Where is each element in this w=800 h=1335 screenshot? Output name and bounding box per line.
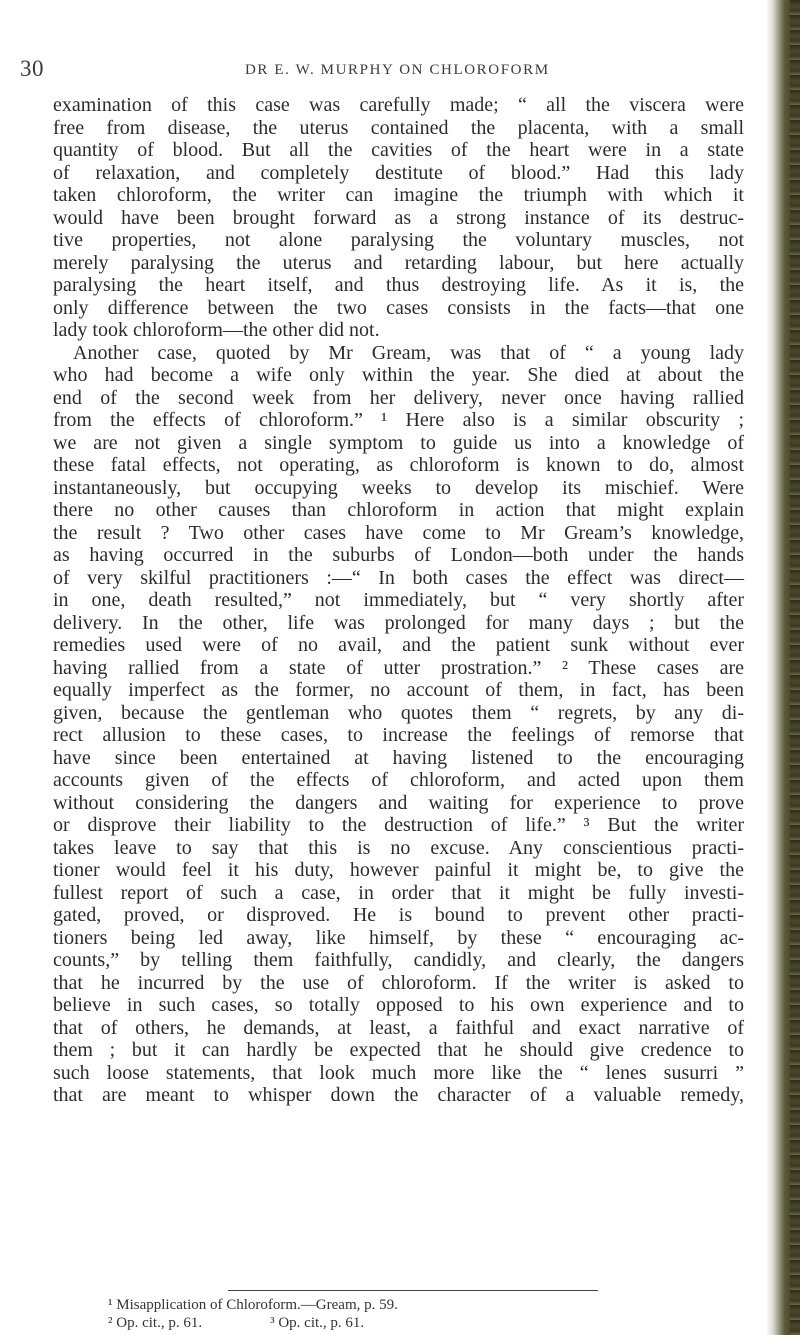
footnote-1: ¹ Misapplication of Chloroform.—Gream, p. 59. <box>108 1297 398 1313</box>
text-line: Another case, quoted by Mr Gream, was that of “ a young lady <box>73 341 744 364</box>
running-head: DR E. W. MURPHY ON CHLOROFORM <box>245 62 550 78</box>
text-line: merely paralysing the uterus and retarding labour, but here actually <box>53 251 744 274</box>
text-line: believe in such cases, so totally opposed to his own experience and to <box>53 994 744 1016</box>
text-line: counts,” by telling them faithfully, candidly, and clearly, the dangers <box>53 949 744 971</box>
text-line: who had become a wife only within the year. She died at about the <box>53 364 744 386</box>
body-text <box>53 94 744 1107</box>
text-line: delivery. In the other, life was prolonged for many days ; but the <box>53 611 744 634</box>
text-line: have since been entertained at having listened to the encouraging <box>53 746 744 769</box>
page-number: 30 <box>20 56 44 81</box>
text-line: that are meant to whisper down the character of a valuable remedy, <box>53 1084 744 1106</box>
book-binding-strip <box>790 0 800 1335</box>
footnote-3: ³ Op. cit., p. 61. <box>270 1315 365 1331</box>
text-line: that he incurred by the use of chloroform. If the writer is asked to <box>53 971 744 994</box>
text-line: tioner would feel it his duty, however painful it might be, to give the <box>53 859 744 881</box>
text-line: them ; but it can hardly be expected that he should give credence to <box>53 1039 744 1061</box>
text-line: these fatal effects, not operating, as chloroform is known to do, almost <box>53 454 744 476</box>
text-line: in one, death resulted,” not immediately, but “ very shortly after <box>53 589 744 611</box>
text-line: having rallied from a state of utter prostration.” ² These cases are <box>53 656 744 679</box>
text-line: quantity of blood. But all the cavities of the heart were in a state <box>53 139 744 161</box>
text-line: there no other causes than chloroform in action that might explain <box>53 499 744 521</box>
text-line: equally imperfect as the former, no account of them, in fact, has been <box>53 679 744 701</box>
text-line: remedies used were of no avail, and the patient sunk without ever <box>53 634 744 656</box>
text-line: tioners being led away, like himself, by these “ encouraging ac- <box>53 926 744 949</box>
footnote-row <box>108 1314 748 1332</box>
text-line: or disprove their liability to the destruction of life.” ³ But the writer <box>53 814 744 836</box>
text-line: lady took chloroform—the other did not. <box>53 319 380 341</box>
text-line: such loose statements, that look much more like the “ lenes susurri ” <box>53 1061 744 1084</box>
text-line: taken chloroform, the writer can imagine the triumph with which it <box>53 184 744 206</box>
footnote-2: ² Op. cit., p. 61. <box>108 1315 203 1331</box>
text-line: end of the second week from her delivery, never once having rallied <box>53 386 744 409</box>
text-line: of relaxation, and completely destitute of blood.” Had this lady <box>53 161 744 184</box>
text-line: examination of this case was carefully made; “ all the viscera were <box>53 94 744 116</box>
text-line: takes leave to say that this is no excuse. Any conscientious practi- <box>53 836 744 859</box>
footnotes <box>108 1296 748 1332</box>
text-line: tive properties, not alone paralysing the voluntary muscles, not <box>53 229 744 251</box>
text-line: instantaneously, but occupying weeks to develop its mischief. Were <box>53 476 744 499</box>
text-line: rect allusion to these cases, to increase the feelings of remorse that <box>53 724 744 746</box>
text-line: fullest report of such a case, in order that it might be fully investi- <box>53 881 744 904</box>
text-line: as having occurred in the suburbs of London—both under the hands <box>53 544 744 566</box>
text-line: we are not given a single symptom to guide us into a knowledge of <box>53 431 744 454</box>
text-line: without considering the dangers and waiting for experience to prove <box>53 791 744 814</box>
text-line: that of others, he demands, at least, a faithful and exact narrative of <box>53 1016 744 1039</box>
text-line: from the effects of chloroform.” ¹ Here also is a similar obscurity ; <box>53 409 744 431</box>
text-line: paralysing the heart itself, and thus destroying life. As it is, the <box>53 274 744 296</box>
text-line: of very skilful practitioners :—“ In both cases the effect was direct— <box>53 566 744 589</box>
text-line: only difference between the two cases consists in the facts—that one <box>53 296 744 319</box>
text-line: gated, proved, or disproved. He is bound to prevent other practi- <box>53 904 744 926</box>
text-line: the result ? Two other cases have come to Mr Gream’s knowledge, <box>53 521 744 544</box>
text-line: given, because the gentleman who quotes them “ regrets, by any di- <box>53 701 744 724</box>
text-line: accounts given of the effects of chloroform, and acted upon them <box>53 769 744 791</box>
text-line: would have been brought forward as a strong instance of its destruc- <box>53 206 744 229</box>
footnote-divider <box>228 1290 598 1291</box>
text-line: free from disease, the uterus contained the placenta, with a small <box>53 116 744 139</box>
